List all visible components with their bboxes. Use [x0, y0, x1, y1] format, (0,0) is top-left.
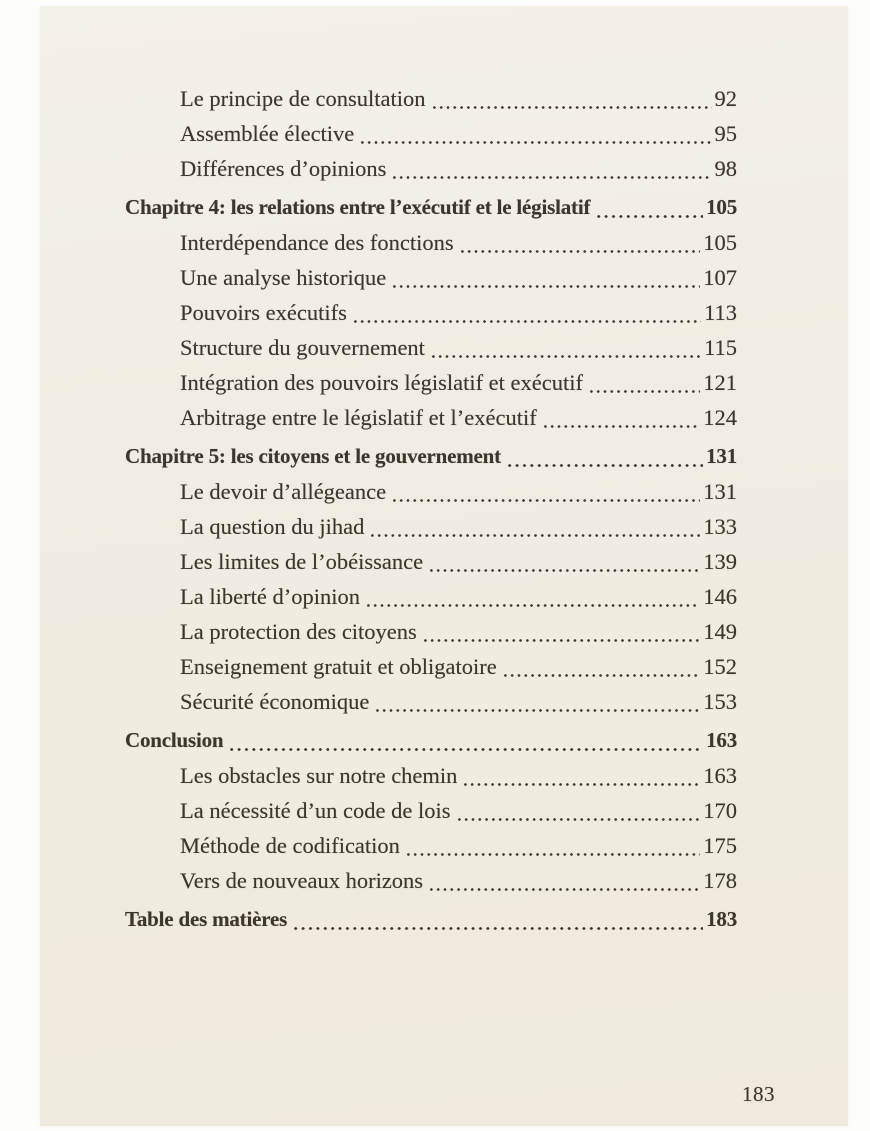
toc-entry-title: Différences d’opinions	[180, 156, 387, 181]
toc-entry	[125, 260, 737, 295]
toc-entry-page: 149	[703, 619, 737, 644]
toc-entry	[125, 793, 737, 828]
toc-entry	[125, 649, 737, 684]
toc-entry-title: Chapitre 4: les relations entre l’exécutif et le législatif	[125, 195, 591, 219]
toc-entry-page: 115	[704, 335, 737, 360]
toc-entry-title: La liberté d’opinion	[180, 584, 360, 609]
toc-entry-title: Chapitre 5: les citoyens et le gouvernement	[125, 444, 501, 468]
toc-entry-title: Pouvoirs exécutifs	[180, 300, 347, 325]
toc-entry-page: 131	[706, 444, 737, 468]
toc-leader-dots	[428, 569, 700, 572]
toc-entry-page: 121	[703, 370, 737, 395]
toc-leader-dots	[228, 748, 703, 751]
toc-entry-page: 113	[704, 300, 737, 325]
book-page	[40, 6, 848, 1126]
toc-entry	[125, 509, 737, 544]
toc-entry	[125, 330, 737, 365]
toc-entry	[125, 544, 737, 579]
toc-leader-dots	[506, 464, 703, 467]
toc-leader-dots	[502, 674, 700, 677]
toc-entry	[125, 474, 737, 509]
toc-leader-dots	[456, 818, 701, 821]
page-footer	[742, 1082, 775, 1107]
toc-leader-dots	[405, 853, 700, 856]
toc-leader-dots	[431, 106, 712, 109]
toc-entry-page: 98	[714, 156, 737, 181]
toc-leader-dots	[459, 250, 701, 253]
toc-entry-title: Vers de nouveaux horizons	[180, 868, 424, 893]
toc-leader-dots	[365, 604, 700, 607]
toc-entry-title: Enseignement gratuit et obligatoire	[180, 654, 497, 679]
toc-leader-dots	[428, 888, 700, 891]
toc-leader-dots	[369, 534, 700, 537]
toc-leader-dots	[292, 927, 703, 930]
toc-entry	[125, 81, 737, 116]
toc-entry-title: Les obstacles sur notre chemin	[180, 763, 458, 788]
toc-entry-title: Une analyse historique	[180, 265, 387, 290]
toc-entry-title: Conclusion	[125, 728, 224, 752]
toc-entry-title: Sécurité économique	[180, 689, 370, 714]
toc-entry-page: 175	[703, 833, 737, 858]
toc-leader-dots	[391, 285, 700, 288]
toc-leader-dots	[542, 425, 701, 428]
toc-leader-dots	[462, 783, 700, 786]
toc-entry-page: 178	[703, 868, 737, 893]
toc-entry	[125, 684, 737, 719]
toc-entry	[125, 365, 737, 400]
toc-entry	[125, 225, 737, 260]
toc-entry-title: Le devoir d’allégeance	[180, 479, 387, 504]
toc-entry-title: La protection des citoyens	[180, 619, 417, 644]
toc-entry-title: Le principe de consultation	[180, 86, 426, 111]
toc-leader-dots	[374, 709, 700, 712]
toc-entry-title: Méthode de codification	[180, 833, 400, 858]
toc-leader-dots	[391, 176, 711, 179]
toc-entry-title: Arbitrage entre le législatif et l’exécutif	[180, 405, 537, 430]
toc-entry-page: 95	[714, 121, 737, 146]
toc-entry-title: Assemblée élective	[180, 121, 355, 146]
toc-entry-page: 92	[714, 86, 737, 111]
toc-entry	[125, 190, 737, 225]
toc-entry-title: Intégration des pouvoirs législatif et exécutif	[180, 370, 584, 395]
toc-entry-page: 163	[703, 763, 737, 788]
toc-entry-page: 183	[706, 907, 737, 931]
folio-page-number: 183	[742, 1082, 775, 1106]
toc-entry-page: 170	[703, 798, 737, 823]
toc-entry-title: Les limites de l’obéissance	[180, 549, 424, 574]
toc-entry-page: 153	[703, 689, 737, 714]
toc-entry-title: La question du jihad	[180, 514, 365, 539]
toc-entry-page: 131	[703, 479, 737, 504]
table-of-contents	[125, 81, 737, 937]
toc-entry-title: Table des matières	[125, 907, 288, 931]
toc-entry-page: 133	[703, 514, 737, 539]
toc-entry	[125, 863, 737, 898]
toc-leader-dots	[391, 499, 700, 502]
toc-entry	[125, 579, 737, 614]
toc-entry-page: 107	[703, 265, 737, 290]
toc-entry-page: 146	[703, 584, 737, 609]
toc-leader-dots	[422, 639, 700, 642]
toc-entry-page: 163	[706, 728, 737, 752]
toc-entry-title: Structure du gouvernement	[180, 335, 425, 360]
toc-leader-dots	[595, 215, 703, 218]
toc-leader-dots	[588, 390, 700, 393]
toc-entry-page: 152	[703, 654, 737, 679]
toc-entry-title: Interdépendance des fonctions	[180, 230, 454, 255]
toc-entry	[125, 151, 737, 186]
toc-entry-page: 139	[703, 549, 737, 574]
toc-entry-page: 105	[703, 230, 737, 255]
toc-entry	[125, 116, 737, 151]
toc-leader-dots	[359, 141, 711, 144]
toc-leader-dots	[352, 320, 701, 323]
toc-entry	[125, 400, 737, 435]
toc-entry-page: 105	[706, 195, 737, 219]
toc-entry	[125, 828, 737, 863]
toc-entry-title: La nécessité d’un code de lois	[180, 798, 451, 823]
toc-leader-dots	[430, 355, 701, 358]
toc-entry	[125, 295, 737, 330]
toc-entry	[125, 439, 737, 474]
toc-entry	[125, 614, 737, 649]
toc-entry	[125, 758, 737, 793]
toc-entry	[125, 902, 737, 937]
toc-entry	[125, 723, 737, 758]
toc-entry-page: 124	[703, 405, 737, 430]
